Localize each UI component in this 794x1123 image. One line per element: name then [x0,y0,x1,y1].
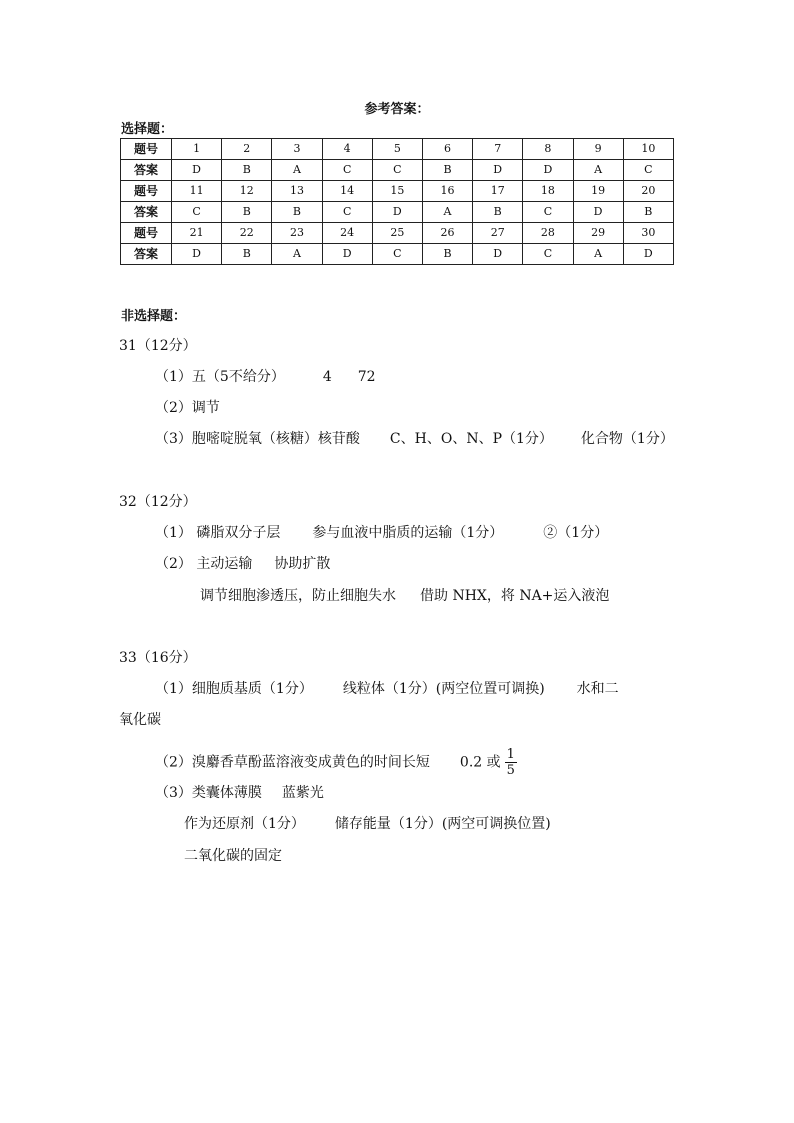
q33-answer-1a: （1）细胞质基质（1分） [155,681,313,697]
q31-answer-3c: 化合物（1分） [580,431,674,447]
answer-cell: B [222,244,272,265]
answer-cell: B [623,202,673,223]
q33-heading: 33（16分） [119,650,197,666]
q31-answer-3b: C、H、O、N、P（1分） [389,431,553,447]
q33-line-1 [155,680,619,698]
question-number-cell: 18 [523,181,573,202]
q32-answer-3a: 调节细胞渗透压，防止细胞失水 [200,588,396,604]
answer-cell: A [272,244,322,265]
answer-cell: C [523,244,573,265]
answer-cell: A [272,160,322,181]
answer-row [121,244,674,265]
question-number-cell: 10 [623,139,673,160]
answer-cell: C [322,202,372,223]
q31-heading: 31（12分） [119,338,197,354]
question-number-cell: 25 [372,223,422,244]
q33-answer-1b: 线粒体（1分）(两空位置可调换) [342,681,545,697]
one-fifth-fraction [505,747,517,778]
question-number-cell: 6 [422,139,472,160]
answer-cell: A [573,160,623,181]
question-number-cell: 27 [473,223,523,244]
answer-cell: B [272,202,322,223]
question-number-cell: 23 [272,223,322,244]
question-number-cell: 5 [372,139,422,160]
q32-line-2 [155,555,330,573]
question-number-cell: 15 [372,181,422,202]
question-number-cell: 26 [422,223,472,244]
question-number-cell: 13 [272,181,322,202]
question-number-cell: 4 [322,139,372,160]
question-number-cell: 1 [172,139,222,160]
q33-line-2 [155,747,517,778]
answer-row-label: 答案 [121,244,172,265]
answer-cell: A [422,202,472,223]
answer-cell: D [172,160,222,181]
question-number-cell: 24 [322,223,372,244]
answer-row [121,202,674,223]
q32-line-1 [155,524,608,542]
fraction-denominator: 5 [506,763,515,778]
question-number-cell: 12 [222,181,272,202]
q33-answer-1c: 水和二 [576,681,619,697]
question-number-row-label: 题号 [121,181,172,202]
question-number-row-label: 题号 [121,223,172,244]
q33-line-3 [155,784,324,802]
answer-cell: D [623,244,673,265]
answer-cell: C [623,160,673,181]
q33-answer-4a: 作为还原剂（1分） [184,816,305,832]
question-number-cell: 11 [172,181,222,202]
q32-line-3 [200,587,609,605]
fraction-numerator: 1 [506,747,515,762]
answer-row [121,160,674,181]
answer-row-label: 答案 [121,202,172,223]
question-number-cell: 19 [573,181,623,202]
q31-line-3 [155,430,674,448]
answer-cell: C [322,160,372,181]
q33-answer-3a: （3）类囊体薄膜 [155,785,262,801]
question-number-cell: 2 [222,139,272,160]
answer-cell: D [523,160,573,181]
question-number-row [121,139,674,160]
answer-cell: A [573,244,623,265]
answer-cell: C [172,202,222,223]
answer-cell: B [222,160,272,181]
answer-cell: C [372,160,422,181]
q31-line-2: （2）调节 [155,400,220,416]
q33-answer-3b: 蓝紫光 [281,785,324,801]
question-number-cell: 30 [623,223,673,244]
q31-answer-1a: （1）五（5不给分） [155,369,285,385]
q32-answer-3b: 借助 NHX，将 NA+运入液泡 [420,588,610,604]
question-number-cell: 21 [172,223,222,244]
question-number-cell: 8 [523,139,573,160]
answer-cell: D [473,244,523,265]
q33-answer-2a: （2）溴麝香草酚蓝溶液变成黄色的时间长短 [155,754,430,771]
q32-answer-1a: （1） 磷脂双分子层 [155,525,281,541]
multiple-choice-heading: 选择题： [121,122,174,137]
answer-cell: D [172,244,222,265]
q31-answer-3a: （3）胞嘧啶脱氧（核糖）核苷酸 [155,431,360,447]
answer-cell: B [422,244,472,265]
q32-answer-1b: 参与血液中脂质的运输（1分） [312,525,504,541]
answer-table [120,138,674,265]
question-number-row [121,181,674,202]
q32-answer-1c: ②（1分） [543,525,609,541]
q33-answer-2b: 0.2 或 [459,754,501,771]
answer-cell: D [322,244,372,265]
question-number-cell: 17 [473,181,523,202]
answer-cell: B [473,202,523,223]
answer-cell: D [372,202,422,223]
q33-line-1-cont: 氧化碳 [119,712,161,728]
q31-answer-1c: 72 [357,369,376,385]
q32-answer-2a: （2） 主动运输 [155,556,253,572]
question-number-cell: 16 [422,181,472,202]
question-number-cell: 29 [573,223,623,244]
question-number-cell: 28 [523,223,573,244]
question-number-cell: 3 [272,139,322,160]
question-number-cell: 9 [573,139,623,160]
q31-answer-1b: 4 [322,369,332,385]
page-title: 参考答案： [364,102,430,117]
question-number-row [121,223,674,244]
q33-line-4 [184,815,551,833]
answer-cell: D [573,202,623,223]
answer-cell: B [422,160,472,181]
non-multiple-choice-heading: 非选择题： [121,309,187,324]
question-number-cell: 14 [322,181,372,202]
question-number-cell: 7 [473,139,523,160]
q32-answer-2b: 协助扩散 [274,556,331,572]
question-number-row-label: 题号 [121,139,172,160]
answer-cell: B [222,202,272,223]
answer-cell: C [372,244,422,265]
q31-line-1 [155,368,376,386]
q32-heading: 32（12分） [119,494,197,510]
q33-line-5: 二氧化碳的固定 [184,848,282,864]
q33-answer-4b: 储存能量（1分）(两空可调换位置) [334,816,551,832]
answer-cell: C [523,202,573,223]
question-number-cell: 22 [222,223,272,244]
question-number-cell: 20 [623,181,673,202]
answer-cell: D [473,160,523,181]
answer-row-label: 答案 [121,160,172,181]
